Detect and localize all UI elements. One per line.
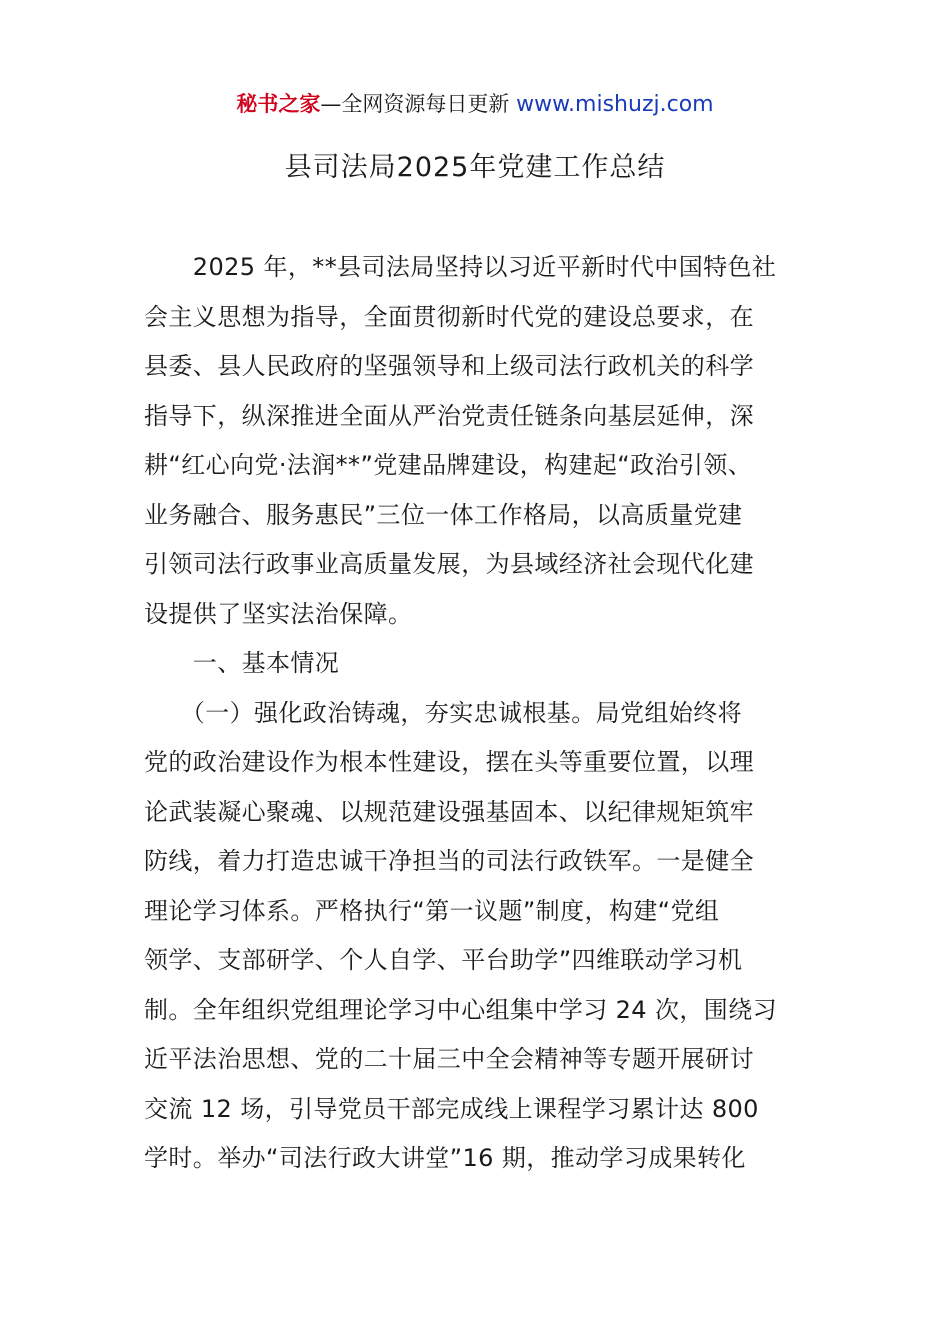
- body-line: 制。全年组织党组理论学习中心组集中学习 24 次，围绕习: [144, 995, 777, 1024]
- site-url-link[interactable]: www.mishuzj.com: [516, 92, 714, 117]
- body-line: 业务融合、服务惠民”三位一体工作格局，以高质量党建: [144, 500, 743, 529]
- section-heading: 一、基本情况: [144, 649, 340, 677]
- body-line: 学时。举办“司法行政大讲堂”16 期，推动学习成果转化: [144, 1144, 746, 1172]
- body-line: 党的政治建设作为根本性建设，摆在头等重要位置，以理: [144, 748, 754, 776]
- body-line: 交流 12 场，引导党员干部完成线上课程学习累计达 800: [144, 1094, 759, 1123]
- document-title: 县司法局2025年党建工作总结: [284, 152, 666, 183]
- body-line: 引领司法行政事业高质量发展，为县域经济社会现代化建: [144, 550, 754, 578]
- document-body: [144, 243, 810, 1184]
- body-line: 设提供了坚实法治保障。: [144, 599, 413, 628]
- body-line: 理论学习体系。严格执行“第一议题”制度，构建“党组: [144, 896, 720, 925]
- body-line: 防线，着力打造忠诚干净担当的司法行政铁军。一是健全: [144, 847, 754, 875]
- header-tagline: —全网资源每日更新: [320, 92, 517, 116]
- body-line: 耕“红心向党·法润**”党建品牌建设，构建起“政治引领、: [144, 451, 753, 479]
- body-line: 领学、支部研学、个人自学、平台助学”四维联动学习机: [144, 946, 743, 974]
- body-line: （一）强化政治铸魂，夯实忠诚根基。局党组始终将: [144, 698, 742, 727]
- body-line: 指导下，纵深推进全面从严治党责任链条向基层延伸，深: [144, 401, 754, 430]
- body-line: 2025 年，**县司法局坚持以习近平新时代中国特色社: [144, 253, 777, 281]
- body-line: 论武装凝心聚魂、以规范建设强基固本、以纪律规矩筑牢: [144, 797, 754, 826]
- body-line: 会主义思想为指导，全面贯彻新时代党的建设总要求，在: [144, 302, 754, 331]
- brand-name: 秘书之家: [236, 92, 321, 116]
- body-line: 近平法治思想、党的二十届三中全会精神等专题开展研讨: [144, 1045, 754, 1073]
- site-header: [0, 88, 950, 121]
- body-line: 县委、县人民政府的坚强领导和上级司法行政机关的科学: [144, 352, 754, 380]
